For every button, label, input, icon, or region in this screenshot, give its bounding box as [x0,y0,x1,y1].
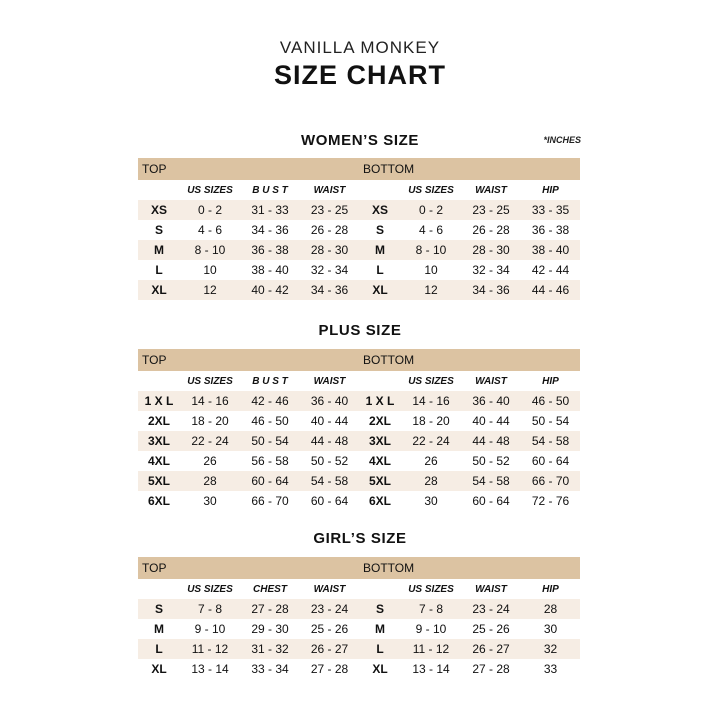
table-cell: 50 - 52 [310,454,349,468]
table-cell: 66 - 70 [531,474,570,488]
bottom-size-table [359,158,580,300]
table-row [359,411,580,431]
table-cell: 9 - 10 [415,622,447,636]
column-header: US SIZES [408,583,454,595]
size-label: XL [372,662,388,676]
table-cell: 50 - 54 [531,414,570,428]
size-label: L [376,263,384,277]
bottom-size-table [359,349,580,511]
section-title: GIRL’S SIZE [313,530,407,547]
column-header-row [359,180,580,200]
table-cell: 46 - 50 [251,414,289,428]
column-header: WAIST [313,583,346,595]
column-header: B U S T [252,184,288,196]
size-label: XS [371,203,388,217]
table-row [138,240,359,260]
table-cell: 50 - 52 [472,454,510,468]
size-label: S [154,223,163,237]
size-label: M [375,622,385,636]
column-header: US SIZES [187,583,233,595]
table-row [359,200,580,220]
size-label: 6XL [147,494,170,508]
table-cell: 60 - 64 [472,494,510,508]
column-header: WAIST [475,583,507,595]
table-cell: 14 - 16 [412,394,450,408]
column-header-row [138,371,359,391]
table-cell: 54 - 58 [310,474,349,488]
table-cell: 36 - 40 [472,394,510,408]
table-cell: 28 - 30 [310,243,349,257]
table-cell: 46 - 50 [531,394,570,408]
table-cell: 4 - 6 [197,223,222,237]
table-cell: 4 - 6 [418,223,443,237]
table-cell: 32 [543,642,558,656]
table-cell: 28 [424,474,438,488]
table-cell: 42 - 44 [531,263,570,277]
table-cell: 8 - 10 [194,243,226,257]
table-row [359,491,580,511]
table-cell: 28 - 30 [472,243,510,257]
table-label: BOTTOM [359,349,580,371]
table-cell: 9 - 10 [194,622,226,636]
table-cell: 34 - 36 [310,283,349,297]
size-label: 3XL [147,434,170,448]
table-row [359,619,580,639]
table-cell: 25 - 26 [310,622,349,636]
size-label: S [375,602,384,616]
table-cell: 27 - 28 [472,662,510,676]
section-title: WOMEN’S SIZE [300,132,420,149]
table-row [138,431,359,451]
table-cell: 44 - 48 [472,434,510,448]
size-label: 1 X L [365,394,395,408]
table-label: TOP [138,557,359,579]
units-note: *INCHES [543,135,581,145]
table-cell: 26 - 27 [472,642,510,656]
table-cell: 22 - 24 [412,434,450,448]
table-row [359,471,580,491]
table-cell: 27 - 28 [310,662,349,676]
column-header: HIP [542,184,559,196]
table-cell: 7 - 8 [418,602,443,616]
table-cell: 31 - 33 [251,203,289,217]
table-cell: 23 - 24 [472,602,510,616]
table-cell: 26 [424,454,438,468]
table-cell: 29 - 30 [251,622,289,636]
column-header-row [138,579,359,599]
table-cell: 23 - 24 [310,602,349,616]
table-cell: 44 - 48 [310,434,349,448]
table-row [359,599,580,619]
brand-name: VANILLA MONKEY [279,38,441,57]
column-header: HIP [542,583,559,595]
size-label: M [154,243,164,257]
size-label: 5XL [368,474,391,488]
table-cell: 36 - 40 [310,394,349,408]
table-cell: 32 - 34 [472,263,510,277]
table-cell: 26 [203,454,217,468]
table-row [138,659,359,679]
table-row [138,619,359,639]
table-cell: 12 [424,283,438,297]
table-row [359,260,580,280]
top-size-table [138,349,359,511]
table-cell: 22 - 24 [191,434,229,448]
size-label: XL [372,283,388,297]
column-header: WAIST [313,184,346,196]
size-label: 1 X L [144,394,174,408]
table-row [138,639,359,659]
table-cell: 56 - 58 [251,454,289,468]
size-label: S [375,223,384,237]
table-cell: 10 [424,263,438,277]
table-cell: 0 - 2 [418,203,443,217]
table-cell: 38 - 40 [251,263,289,277]
size-label: L [376,642,384,656]
table-label: TOP [138,349,359,371]
table-label: BOTTOM [359,158,580,180]
table-cell: 54 - 58 [472,474,510,488]
table-row [138,451,359,471]
table-cell: 30 [203,494,217,508]
table-cell: 8 - 10 [415,243,447,257]
top-size-table [138,557,359,679]
table-cell: 60 - 64 [310,494,349,508]
column-header: US SIZES [187,184,233,196]
table-cell: 10 [203,263,217,277]
table-cell: 36 - 38 [531,223,570,237]
table-cell: 14 - 16 [191,394,229,408]
page-title: SIZE CHART [274,60,446,90]
size-label: XS [150,203,167,217]
table-cell: 30 [543,622,558,636]
table-cell: 31 - 32 [251,642,289,656]
table-cell: 30 [424,494,438,508]
table-cell: 60 - 64 [251,474,289,488]
table-cell: 40 - 42 [251,283,289,297]
table-cell: 34 - 36 [251,223,289,237]
size-label: 4XL [368,454,391,468]
table-row [138,260,359,280]
table-cell: 7 - 8 [197,602,222,616]
table-cell: 11 - 12 [191,642,229,656]
table-row [138,491,359,511]
table-cell: 44 - 46 [531,283,570,297]
table-cell: 33 [543,662,558,676]
table-cell: 40 - 44 [310,414,349,428]
column-header: HIP [542,375,559,387]
table-row [138,411,359,431]
table-row [138,200,359,220]
size-label: 3XL [368,434,391,448]
column-header: US SIZES [408,184,454,196]
column-header: WAIST [475,184,507,196]
column-header: WAIST [313,375,346,387]
table-cell: 18 - 20 [191,414,229,428]
column-header: B U S T [252,375,288,387]
column-header-row [359,579,580,599]
size-label: M [154,622,164,636]
table-cell: 72 - 76 [531,494,570,508]
table-label: BOTTOM [359,557,580,579]
top-size-table [138,158,359,300]
size-label: M [375,243,385,257]
size-label: L [155,263,163,277]
table-cell: 42 - 46 [251,394,289,408]
table-row [359,280,580,300]
size-label: XL [151,283,167,297]
size-label: 6XL [368,494,391,508]
table-cell: 28 [203,474,217,488]
size-label: 4XL [147,454,170,468]
table-cell: 66 - 70 [251,494,289,508]
table-row [359,659,580,679]
table-row [359,451,580,471]
table-row [138,280,359,300]
table-cell: 28 [543,602,558,616]
column-header: CHEST [253,583,287,595]
size-label: 2XL [147,414,170,428]
column-header-row [359,371,580,391]
table-cell: 27 - 28 [251,602,289,616]
table-cell: 33 - 35 [531,203,570,217]
table-row [138,391,359,411]
table-cell: 11 - 12 [412,642,450,656]
table-cell: 34 - 36 [472,283,510,297]
table-cell: 23 - 25 [472,203,510,217]
table-cell: 0 - 2 [197,203,222,217]
table-cell: 13 - 14 [191,662,229,676]
table-row [138,599,359,619]
table-cell: 32 - 34 [310,263,349,277]
table-row [359,220,580,240]
table-row [138,220,359,240]
table-cell: 54 - 58 [531,434,570,448]
size-label: 2XL [368,414,391,428]
table-cell: 26 - 27 [310,642,349,656]
column-header: US SIZES [187,375,233,387]
section-title: PLUS SIZE [318,322,402,339]
table-cell: 38 - 40 [531,243,570,257]
table-cell: 23 - 25 [310,203,349,217]
column-header: US SIZES [408,375,454,387]
size-label: XL [151,662,167,676]
table-cell: 36 - 38 [251,243,289,257]
column-header: WAIST [475,375,507,387]
table-row [359,391,580,411]
table-row [359,639,580,659]
table-cell: 33 - 34 [251,662,289,676]
table-cell: 18 - 20 [412,414,450,428]
size-label: 5XL [147,474,170,488]
table-cell: 50 - 54 [251,434,289,448]
table-row [359,431,580,451]
size-label: L [155,642,163,656]
table-cell: 40 - 44 [472,414,510,428]
table-cell: 26 - 28 [472,223,510,237]
table-cell: 25 - 26 [472,622,510,636]
table-cell: 13 - 14 [412,662,450,676]
table-row [138,471,359,491]
table-label: TOP [138,158,359,180]
bottom-size-table [359,557,580,679]
table-cell: 60 - 64 [531,454,570,468]
table-row [359,240,580,260]
table-cell: 12 [203,283,217,297]
table-cell: 26 - 28 [310,223,349,237]
column-header-row [138,180,359,200]
size-label: S [154,602,163,616]
